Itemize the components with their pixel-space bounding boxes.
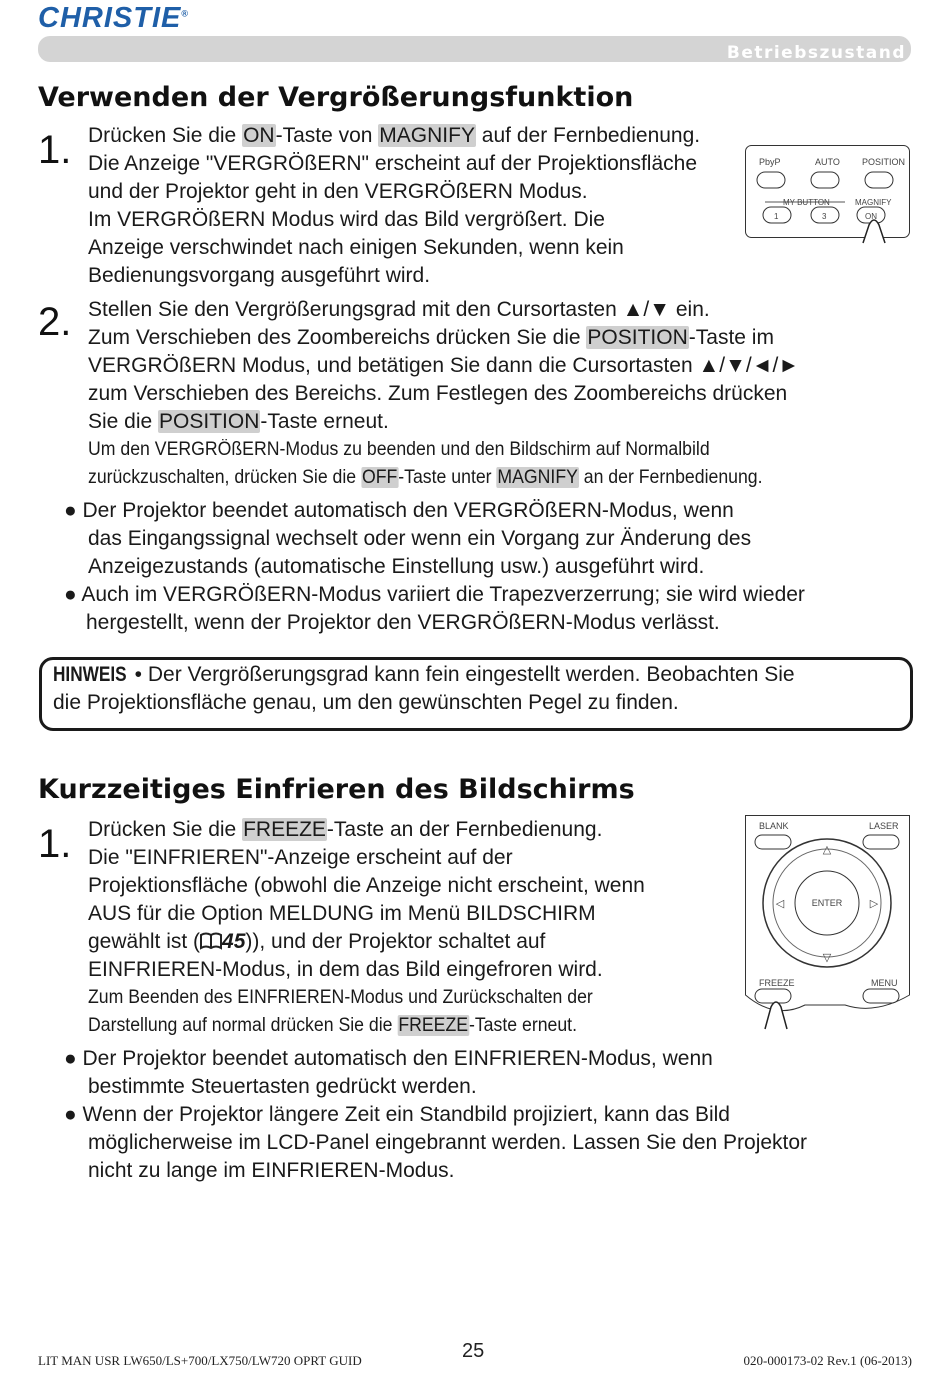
- svg-text:ENTER: ENTER: [811, 898, 843, 908]
- svg-text:▽: ▽: [822, 952, 832, 964]
- section-title-magnify: Verwenden der Vergrößerungsfunktion: [38, 82, 634, 113]
- key-freeze: FREEZE: [243, 818, 326, 841]
- step-number: 2.: [38, 300, 72, 344]
- text-line: die Projektionsfläche genau, um den gewünschten Pegel zu finden.: [53, 691, 679, 714]
- list-item: ● Wenn der Projektor längere Zeit ein Standbild projiziert, kann das Bild: [64, 1103, 730, 1126]
- label-position: POSITION: [862, 157, 906, 167]
- footer-left: LIT MAN USR LW650/LS+700/LX750/LW720 OPRT GUID: [38, 1353, 362, 1368]
- book-icon: [200, 930, 222, 948]
- text-line: VERGRÖßERN Modus, und betätigen Sie dann die Cursortasten ▲/▼/◄/►: [88, 354, 800, 377]
- text-line: Anzeige verschwindet nach einigen Sekunden, wenn kein: [88, 236, 624, 259]
- step-number: 1.: [38, 822, 72, 866]
- list-item-cont: Anzeigezustands (automatische Einstellung usw.) ausgeführt wird.: [88, 555, 705, 578]
- text-line: Um den VERGRÖßERN-Modus zu beenden und den Bildschirm auf Normalbild: [88, 439, 710, 460]
- label-pbyp: PbyP: [759, 157, 781, 167]
- svg-text:BLANK: BLANK: [759, 821, 789, 831]
- text-line: zurückzuschalten, drücken Sie die OFF-Taste unter MAGNIFY an der Fernbedienung.: [88, 467, 763, 488]
- label-my-button: MY BUTTON: [783, 198, 830, 207]
- section-title-freeze: Kurzzeitiges Einfrieren des Bildschirms: [38, 774, 635, 805]
- list-item: ● Auch im VERGRÖßERN-Modus variiert die Trapezverzerrung; sie wird wieder: [64, 583, 805, 606]
- text-line: und der Projektor geht in den VERGRÖßERN Modus.: [88, 180, 588, 203]
- text-line: Stellen Sie den Vergrößerungsgrad mit den Cursortasten ▲/▼ ein.: [88, 298, 710, 321]
- key-position: POSITION: [587, 326, 688, 349]
- key-magnify: MAGNIFY: [497, 467, 578, 488]
- key-freeze: FREEZE: [398, 1015, 469, 1036]
- step1-text: [88, 122, 700, 290]
- note-text: HINWEIS • Der Vergrößerungsgrad kann fein eingestellt werden. Beobachten Sie die Projektionsfläche genau, um den gewünschten Pegel zu finden.: [53, 661, 795, 717]
- list-item: ● Der Projektor beendet automatisch den VERGRÖßERN-Modus, wenn: [64, 499, 734, 522]
- svg-text:◁: ◁: [775, 898, 785, 910]
- text-line: Im VERGRÖßERN Modus wird das Bild vergrößert. Die: [88, 208, 605, 231]
- step-number: 1.: [38, 128, 72, 172]
- step2-text: [88, 296, 813, 492]
- text-line: Drücken Sie die FREEZE-Taste an der Fernbedienung.: [88, 818, 603, 841]
- label-auto: AUTO: [815, 157, 840, 167]
- key-magnify: MAGNIFY: [379, 124, 475, 147]
- text-line: gewählt ist ( 45)), und der Projektor schaltet auf: [88, 930, 546, 953]
- key-on: ON: [243, 124, 275, 147]
- list-item-cont: hergestellt, wenn der Projektor den VERGRÖßERN-Modus verlässt.: [86, 611, 720, 634]
- svg-text:3: 3: [822, 212, 827, 221]
- key-off: OFF: [361, 467, 398, 488]
- section-tag: Betriebszustand: [726, 43, 906, 63]
- text-line: Sie die POSITION-Taste erneut.: [88, 410, 389, 433]
- hand-pointer-icon: [765, 1002, 787, 1029]
- page-ref: 45: [222, 930, 246, 953]
- svg-text:1: 1: [774, 212, 779, 221]
- list-item: ● Der Projektor beendet automatisch den EINFRIEREN-Modus, wenn: [64, 1047, 713, 1070]
- freeze-step-text: [88, 816, 645, 1040]
- remote-magnify-illustration: [745, 145, 910, 240]
- svg-text:FREEZE: FREEZE: [759, 978, 795, 988]
- text-line: Zum Verschieben des Zoombereichs drücken Sie die POSITION-Taste im: [88, 326, 774, 349]
- svg-text:ON: ON: [865, 212, 877, 221]
- text-line: Drücken Sie die ON-Taste von MAGNIFY auf der Fernbedienung.: [88, 124, 701, 147]
- page-number: 25: [462, 1340, 485, 1362]
- list-item-cont: das Eingangssignal wechselt oder wenn ein Vorgang zur Änderung des: [88, 527, 752, 550]
- svg-text:△: △: [822, 844, 832, 856]
- text-line: AUS für die Option MELDUNG im Menü BILDSCHIRM: [88, 902, 596, 925]
- list-item-cont: bestimmte Steuertasten gedrückt werden.: [88, 1075, 477, 1098]
- brand-logo: CHRISTIE®: [38, 2, 189, 34]
- text-line: Projektionsfläche (obwohl die Anzeige nicht erscheint, wenn: [88, 874, 645, 897]
- text-line: Die Anzeige "VERGRÖßERN" erscheint auf der Projektionsfläche: [88, 152, 698, 175]
- svg-text:LASER: LASER: [869, 821, 899, 831]
- key-position: POSITION: [159, 410, 260, 433]
- footer-right: 020-000173-02 Rev.1 (06-2013): [743, 1353, 912, 1368]
- text-line: Darstellung auf normal drücken Sie die FREEZE-Taste erneut.: [88, 1015, 578, 1036]
- list-item-cont: nicht zu lange im EINFRIEREN-Modus.: [88, 1159, 455, 1182]
- text-line: Die "EINFRIEREN"-Anzeige erscheint auf der: [88, 846, 513, 869]
- text-line: zum Verschieben des Bereichs. Zum Festlegen des Zoombereichs drücken: [88, 382, 788, 405]
- bullet-list: [64, 497, 805, 637]
- list-item-cont: möglicherweise im LCD-Panel eingebrannt werden. Lassen Sie den Projektor: [88, 1131, 808, 1154]
- label-magnify: MAGNIFY: [855, 198, 892, 207]
- svg-text:▷: ▷: [869, 898, 879, 910]
- remote-freeze-illustration: [745, 815, 910, 1030]
- svg-text:MENU: MENU: [871, 978, 898, 988]
- text-line: Bedienungsvorgang ausgeführt wird.: [88, 264, 431, 287]
- bullet-list: [64, 1045, 807, 1185]
- text-line: EINFRIEREN-Modus, in dem das Bild eingefroren wird.: [88, 958, 603, 981]
- note-label: HINWEIS: [53, 663, 127, 686]
- text-line: Zum Beenden des EINFRIEREN-Modus und Zurückschalten der: [88, 987, 593, 1008]
